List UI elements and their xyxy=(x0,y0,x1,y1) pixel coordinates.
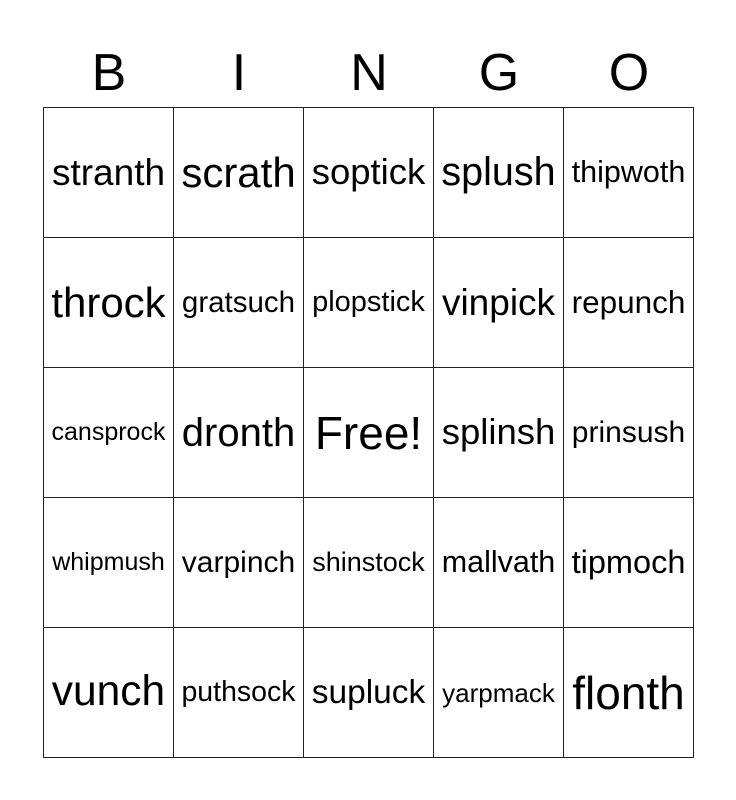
cell-word: mallvath xyxy=(441,545,556,580)
cell-word: cansprock xyxy=(51,418,166,446)
bingo-cell[interactable] xyxy=(304,628,434,758)
header-letter-o: O xyxy=(608,44,650,102)
header-letter-n: N xyxy=(350,44,388,102)
bingo-grid xyxy=(43,107,694,758)
bingo-header xyxy=(44,40,694,106)
cell-word: prinsush xyxy=(571,415,686,449)
bingo-cell[interactable] xyxy=(434,628,564,758)
bingo-cell[interactable] xyxy=(564,108,694,238)
cell-word: gratsuch xyxy=(181,285,296,319)
header-letter-g: G xyxy=(478,44,520,102)
header-letter-b: B xyxy=(91,44,127,102)
cell-word: Free! xyxy=(314,406,423,459)
cell-word: thipwoth xyxy=(571,155,686,190)
cell-word: repunch xyxy=(571,283,686,320)
cell-word: flonth xyxy=(572,666,685,719)
cell-word: throck xyxy=(51,278,166,326)
cell-word: splush xyxy=(441,149,556,194)
cell-word: vunch xyxy=(51,668,166,716)
free-space-cell[interactable] xyxy=(304,368,434,498)
bingo-cell[interactable] xyxy=(304,238,434,368)
bingo-cell[interactable] xyxy=(564,368,694,498)
bingo-cell[interactable] xyxy=(564,498,694,628)
bingo-cell[interactable] xyxy=(44,628,174,758)
bingo-cell[interactable] xyxy=(44,108,174,238)
bingo-cell[interactable] xyxy=(434,498,564,628)
bingo-cell[interactable] xyxy=(564,628,694,758)
bingo-cell[interactable] xyxy=(434,108,564,238)
bingo-cell[interactable] xyxy=(564,238,694,368)
cell-word: shinstock xyxy=(312,547,425,577)
cell-word: whipmush xyxy=(52,548,165,576)
cell-word: stranth xyxy=(51,152,166,193)
bingo-cell[interactable] xyxy=(304,498,434,628)
cell-word: supluck xyxy=(311,673,426,711)
cell-word: vinpick xyxy=(441,282,556,323)
cell-word: plopstick xyxy=(312,286,425,318)
bingo-cell[interactable] xyxy=(174,368,304,498)
bingo-cell[interactable] xyxy=(174,108,304,238)
bingo-cell[interactable] xyxy=(174,238,304,368)
bingo-cell[interactable] xyxy=(304,108,434,238)
header-letter-i: I xyxy=(231,44,247,102)
bingo-cell[interactable] xyxy=(44,368,174,498)
bingo-cell[interactable] xyxy=(44,238,174,368)
bingo-cell[interactable] xyxy=(434,368,564,498)
cell-word: scrath xyxy=(181,148,296,196)
bingo-cell[interactable] xyxy=(174,628,304,758)
cell-word: dronth xyxy=(181,410,296,455)
cell-word: tipmoch xyxy=(571,544,686,581)
bingo-cell[interactable] xyxy=(434,238,564,368)
cell-word: yarpmack xyxy=(442,677,555,708)
bingo-cell[interactable] xyxy=(44,498,174,628)
cell-word: soptick xyxy=(311,151,426,193)
cell-word: varpinch xyxy=(181,545,296,579)
cell-word: splinsh xyxy=(441,411,556,453)
bingo-cell[interactable] xyxy=(174,498,304,628)
cell-word: puthsock xyxy=(181,676,296,709)
